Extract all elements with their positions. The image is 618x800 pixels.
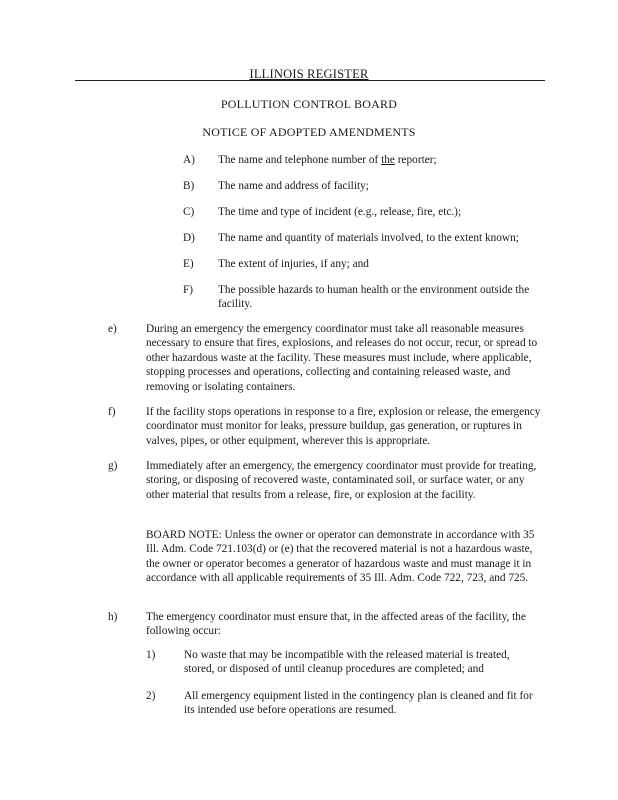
- sub-item-label: A): [183, 154, 195, 166]
- nested-item-label: 1): [146, 649, 156, 661]
- nested-item-label: 2): [146, 690, 156, 702]
- agency-name: POLLUTION CONTROL BOARD: [220, 97, 398, 111]
- item-text: During an emergency the emergency coordinator must take all reasonable measures necessary to ensure that fires, explosions, and releases do not occur, recur, or spread to other hazardous waste at the facility. These measures must include, where applicable, stopping processes and operations, collecting and containing released waste, and removing or isolating containers.: [146, 323, 538, 393]
- sub-item-label: E): [183, 258, 194, 270]
- sub-item-label: F): [183, 284, 194, 296]
- item-label: g): [108, 460, 118, 472]
- item-text: The emergency coordinator must ensure that, in the affected areas of the facility, the following occur:: [146, 611, 526, 638]
- sub-item-text: The name and telephone number of the reporter;: [218, 154, 437, 166]
- sub-item-label: B): [183, 180, 195, 192]
- nested-item-text: All emergency equipment listed in the contingency plan is cleaned and fit for its intended use before operations are resumed.: [184, 690, 533, 717]
- sub-item-text: The time and type of incident (e.g., release, fire, etc.);: [218, 206, 462, 218]
- header-rule: [75, 80, 545, 81]
- nested-item-text: No waste that may be incompatible with the released material is treated, stored, or disposed of until cleanup procedures are completed; and: [184, 649, 510, 676]
- register-title: ILLINOIS REGISTER: [249, 67, 369, 81]
- item-label: e): [108, 323, 117, 335]
- board-note-text: BOARD NOTE: Unless the owner or operator can demonstrate in accordance with 35 Ill. Adm. Code 721.103(d) or (e) that the recovered material is not a hazardous waste, the owner or operator becomes a generator of hazardous waste and must manage it in accordance with all applicable requirements of 35 Ill. Adm. Code 722, 723, and 725.: [146, 529, 535, 585]
- notice-title: NOTICE OF ADOPTED AMENDMENTS: [202, 125, 416, 139]
- sub-item-text: The possible hazards to human health or the environment outside the facility.: [218, 284, 530, 311]
- sub-item-label: D): [183, 232, 195, 244]
- sub-item-label: C): [183, 206, 195, 218]
- sub-item-text: The extent of injuries, if any; and: [218, 258, 369, 270]
- sub-item-text: The name and quantity of materials involved, to the extent known;: [218, 232, 519, 244]
- underlined-word: the: [381, 154, 395, 166]
- item-label: f): [108, 406, 116, 418]
- item-text: If the facility stops operations in response to a fire, explosion or release, the emergency coordinator must monitor for leaks, pressure buildup, gas generation, or ruptures in valves, pipes, or other equipment, wherever this is appropriate.: [146, 406, 541, 447]
- item-text: Immediately after an emergency, the emergency coordinator must provide for treating, storing, or disposing of recovered waste, contaminated soil, or surface water, or any other material that results from a release, fire, or explosion at the facility.: [146, 460, 537, 501]
- sub-item-text: The name and address of facility;: [218, 180, 369, 192]
- item-label: h): [108, 611, 118, 623]
